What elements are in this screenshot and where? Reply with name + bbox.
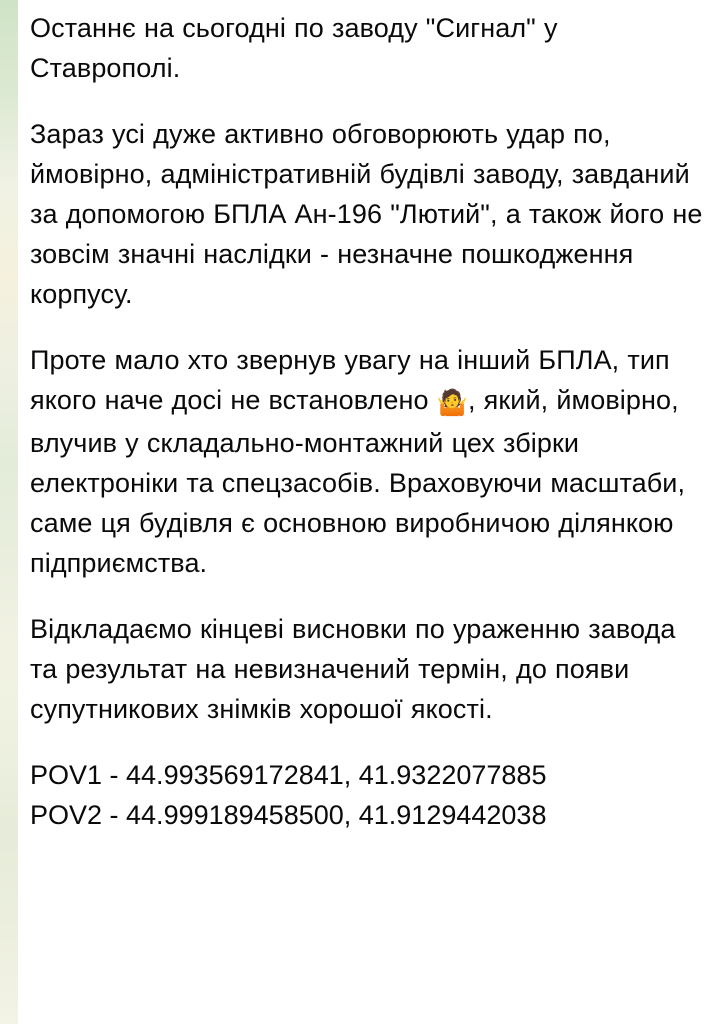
left-edge-gradient-strip xyxy=(0,0,18,1024)
shrug-emoji: 🤷 xyxy=(436,389,468,417)
coordinate-line-pov1: POV1 - 44.993569172841, 41.9322077885 xyxy=(30,760,547,790)
paragraph-intro: Останнє на сьогодні по заводу "Сигнал" у Ставрополі. xyxy=(30,13,558,83)
coordinate-line-pov2: POV2 - 44.999189458500, 41.9129442038 xyxy=(30,800,547,830)
paragraph-strike-description: Зараз усі дуже активно обговорюють удар по, ймовірно, адміністративній будівлі заводу, завданий за допомогою БПЛА Ан-196 "Лютий", а також його не зовсім значні наслідки - незначне пошкодження корпусу. xyxy=(30,119,703,309)
coordinates-block xyxy=(30,755,710,835)
paragraph-conclusion: Відкладаємо кінцеві висновки по ураженню завода та результат на невизначений термін, до появи супутникових знімків хорошої якості. xyxy=(30,614,676,724)
message-body xyxy=(30,0,710,835)
paragraph-second-drone-before: Проте мало хто звернув увагу на інший БПЛА, тип якого наче досі не встановлено xyxy=(30,345,670,415)
paragraph-second-drone-after: , який, ймовірно, влучив у складально-монтажний цех збірки електроніки та спецзасобів. Враховуючи масштаби, саме ця будівля є основною виробничою ділянкою підприємства. xyxy=(30,385,686,578)
paragraph-second-drone xyxy=(30,340,710,583)
